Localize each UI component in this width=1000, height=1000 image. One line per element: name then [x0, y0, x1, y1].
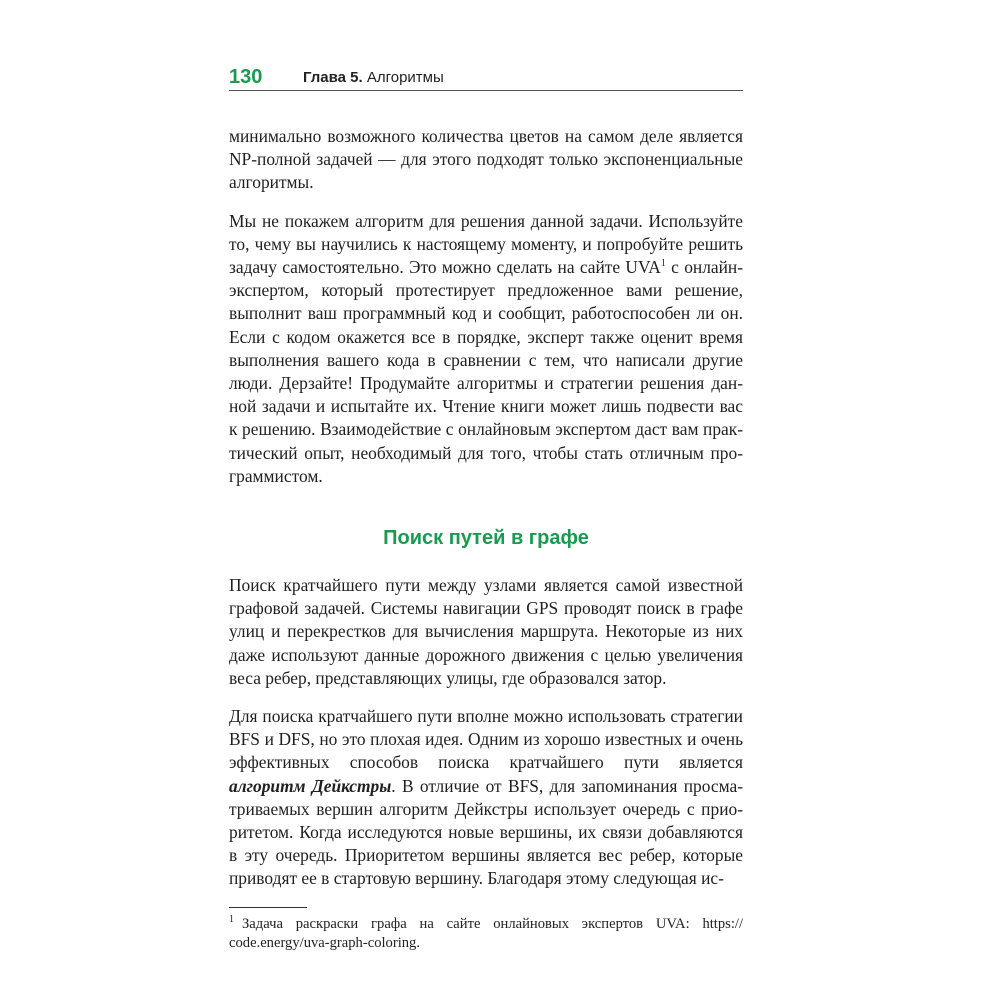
running-head: [229, 58, 743, 91]
paragraph-1: минимально возможного количества цветов на самом деле является NP-полной задачей — для этого подходят только экспоненциальные алгоритмы.: [229, 126, 743, 193]
highlighted-term: алгоритм Дейкстры: [229, 775, 392, 796]
paragraph-3: Поиск кратчайшего пути между узлами является самой известной графовой задачей. Системы навигации GPS проводят поиск в графе улиц и перекрестков для вычисления маршрута. Некоторые из них даже используют данные дорожного движения с целью увеличения веса ребер, представляющих улицы, где образовался затор.: [229, 575, 743, 688]
footnote-reference[interactable]: 1: [660, 258, 666, 270]
page-content: [229, 125, 743, 891]
footnote-link[interactable]: code.energy/uva-graph-coloring.: [229, 934, 420, 951]
paragraph-2-text-start: Мы не покажем алгоритм для решения данной задачи. Используйте то, чему вы научились к настоящему моменту, и попробуйте решить задачу самостоятельно. Это можно сделать на сайте UVA: [229, 210, 743, 278]
footnote-number: 1: [229, 913, 234, 925]
paragraph-2: [229, 210, 743, 488]
footnote-divider: [229, 907, 307, 908]
paragraph-4-text-end: . В отличие от BFS, для запоминания просматриваемых вершин алгоритм Дейкстры использует очередь с приоритетом. Когда исследуются новые вершины, их связи добавляются в эту очередь. Приоритетом вершины является вес ребер, которые приводят ее в стартовую вершину. Благодаря этому следующая ис-: [229, 775, 743, 889]
paragraph-4-text-start: Для поиска кратчайшего пути вполне можно использовать стратегии BFS и DFS, но это плохая идея. Одним из хорошо известных и очень эффективных способов поиска кратчайшего пути является: [229, 706, 743, 773]
paragraph-4: [229, 705, 743, 891]
footnote-area: [229, 907, 743, 953]
chapter-label: Глава 5.: [303, 69, 363, 86]
footnote-text: Задача раскраски графа на сайте онлайновых экспертов UVA: https://: [242, 915, 743, 932]
page-number: 130: [229, 66, 263, 88]
chapter-name: Алгоритмы: [366, 69, 444, 86]
book-page: [229, 58, 743, 953]
section-title: Поиск путей в графе: [383, 527, 589, 550]
paragraph-2-text-end: с онлайн-экспертом, который протестирует предложенное вами решение, выполнит ваш программный код и сообщит, работоспособен ли он. Если с кодом окажется все в порядке, эксперт также оценит время выполнения вашего кода в сравнении с тем, что написали другие люди. Дерзайте! Продумайте алгоритмы и стратегии решения данной задачи и испытайте их. Чтение книги может лишь подвести вас к решению. Взаимодействие с онлайновым экспертом даст вам практический опыт, необходимый для того, чтобы стать отличным программистом.: [229, 257, 744, 486]
chapter-title: [303, 68, 444, 88]
footnote: [229, 915, 743, 953]
